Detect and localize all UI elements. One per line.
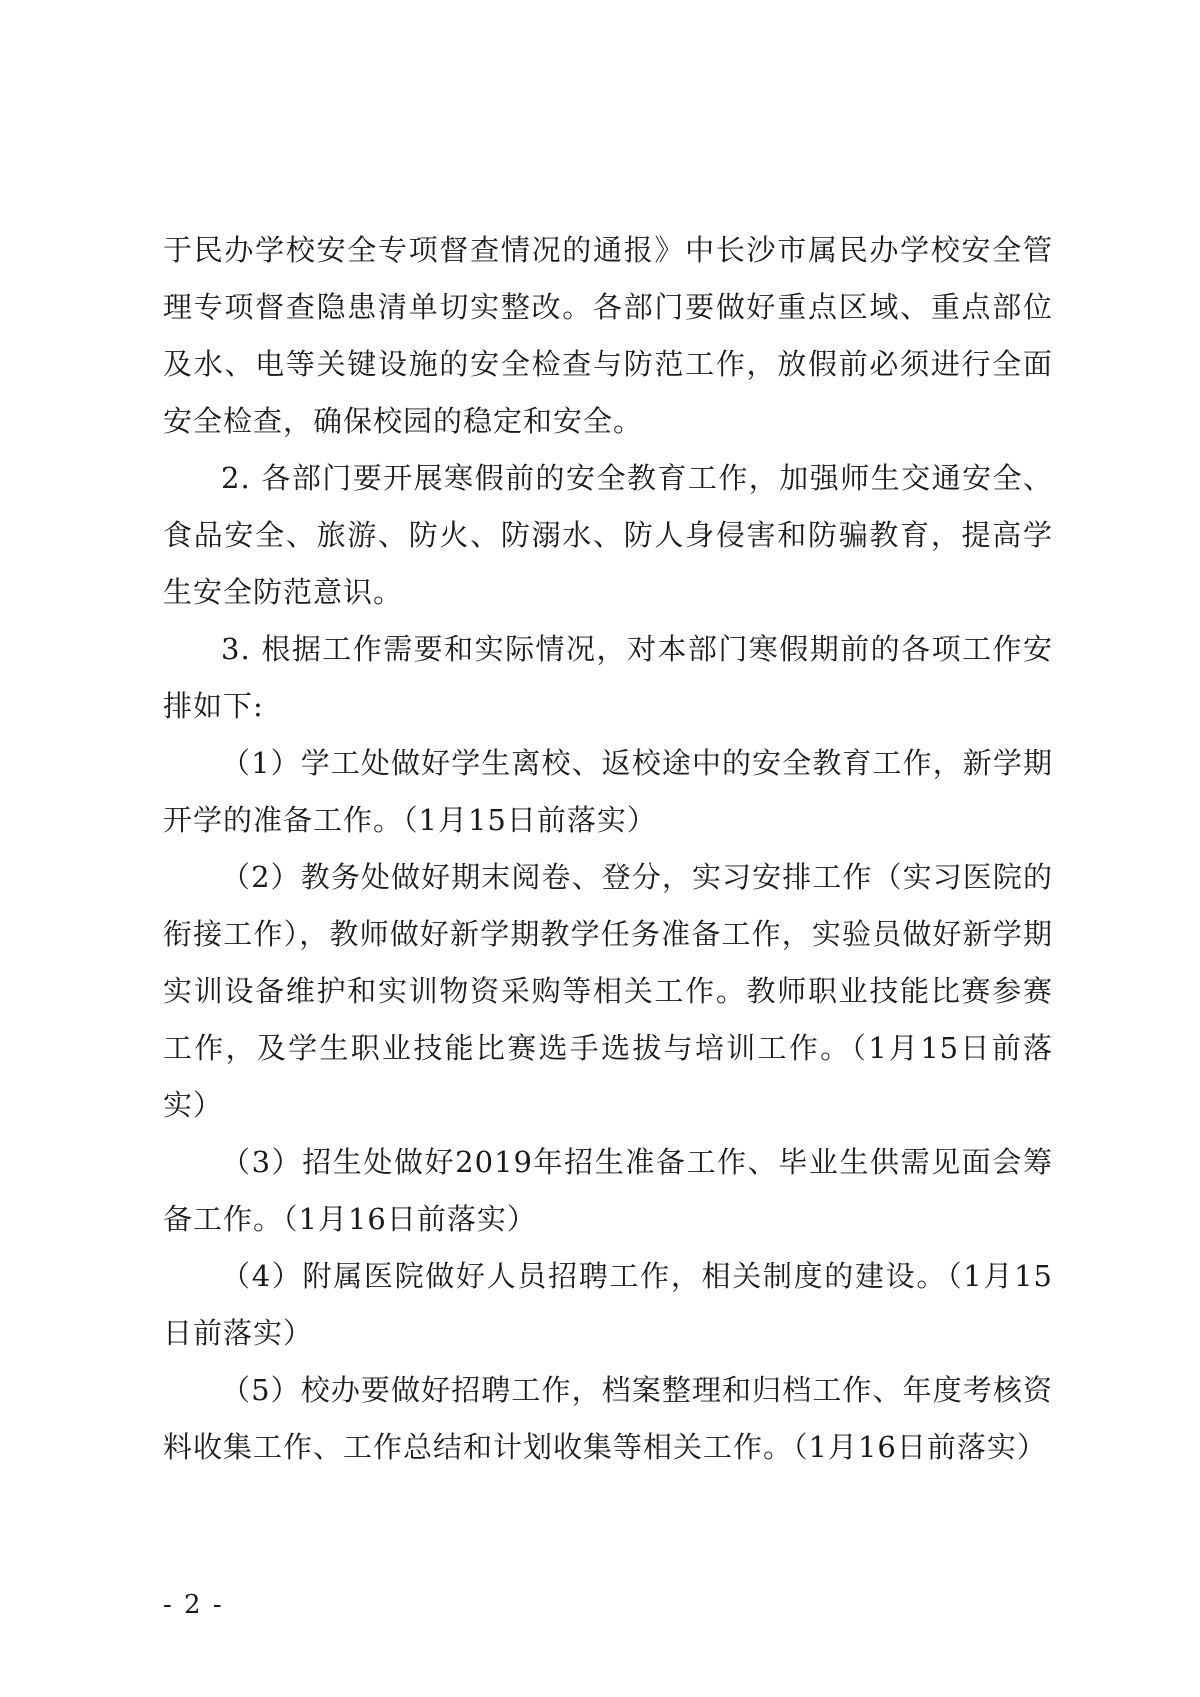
paragraph-subitem-4: （4）附属医院做好人员招聘工作，相关制度的建设。（1月15日前落实） [163, 1259, 1053, 1350]
paragraph-subitem-3: （3）招生处做好2019年招生准备工作、毕业生供需见面会筹备工作。（1月16日前落实） [163, 1145, 1053, 1236]
document-body [163, 222, 1053, 1476]
paragraph-item-2: 2. 各部门要开展寒假前的安全教育工作，加强师生交通安全、食品安全、旅游、防火、防溺水、防人身侵害和防骗教育，提高学生安全防范意识。 [163, 461, 1053, 609]
paragraph-continuation: 于民办学校安全专项督查情况的通报》中长沙市属民办学校安全管理专项督查隐患清单切实整改。各部门要做好重点区域、重点部位及水、电等关键设施的安全检查与防范工作，放假前必须进行全面安全检查，确保校园的稳定和安全。 [163, 233, 1053, 438]
paragraph-subitem-2: （2）教务处做好期末阅卷、登分，实习安排工作（实习医院的衔接工作），教师做好新学期教学任务准备工作，实验员做好新学期实训设备维护和实训物资采购等相关工作。教师职业技能比赛参赛工作，及学生职业技能比赛选手选拔与培训工作。（1月15日前落实） [163, 860, 1053, 1122]
paragraph-item-3: 3. 根据工作需要和实际情况，对本部门寒假期前的各项工作安排如下: [163, 632, 1053, 723]
page-number: - 2 - [163, 1590, 224, 1620]
paragraph-subitem-1: （1）学工处做好学生离校、返校途中的安全教育工作，新学期开学的准备工作。（1月15日前落实） [163, 746, 1053, 837]
paragraph-subitem-5: （5）校办要做好招聘工作，档案整理和归档工作、年度考核资料收集工作、工作总结和计划收集等相关工作。（1月16日前落实） [163, 1373, 1053, 1464]
